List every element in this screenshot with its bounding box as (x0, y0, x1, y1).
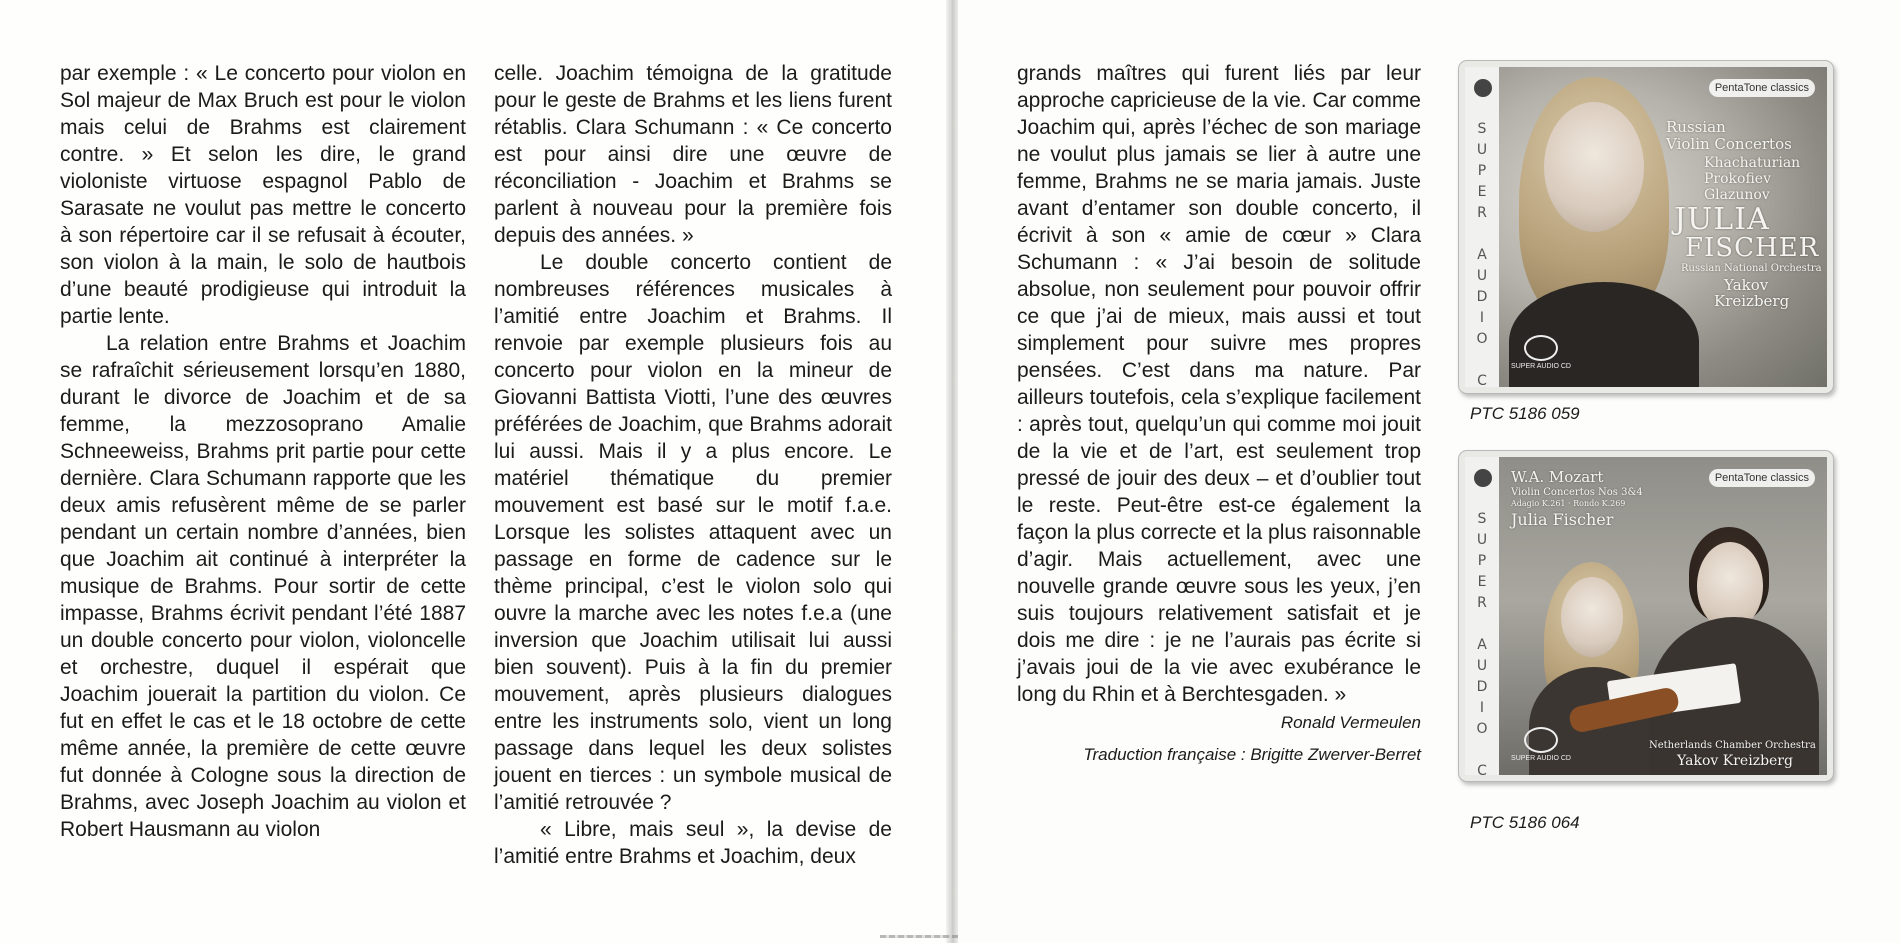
paragraph: celle. Joachim témoigna de la gratitude pour le geste de Brahms et les liens furent rétablis. Clara Schumann : « Ce concerto est pour ainsi dire une œuvre de réconciliation - Joachim et Brahms se parlent à nouveau pour la première fois depuis des années. » (494, 62, 892, 247)
translator-credit: Traduction française : Brigitte Zwerver-Berret (1083, 745, 1421, 764)
paragraph: La relation entre Brahms et Joachim se rafraîchit sérieusement lorsqu’en 1880, durant le divorce de Joachim et de sa femme, la mezzosoprano Amalie Schneeweiss, Brahms prit partie pour cette dernière. Clara Schumann rapporte que les deux amis refusèrent même de se parler pendant un certain nombre d’années, bien que Joachim ait continué à interpréter la musique de Brahms. Pour sortir de cette impasse, Brahms écrivit pendant l’été 1887 un double concerto pour violon, violoncelle et orchestre, duquel il espérait que Joachim jouerait la partition du violon. Ce fut en effet le cas et le 18 octobre de cette même année, la première de cette œuvre fut donnée à Cologne sous la direction de Brahms, avec Joseph Joachim au violon et Robert Hausmann au violon (60, 332, 466, 841)
composer-name: Glazunov (1704, 187, 1770, 203)
composer-name: W.A. Mozart (1511, 468, 1604, 486)
sacd-logo-text: SUPER AUDIO CD (1511, 755, 1571, 762)
cover-artwork (1499, 67, 1827, 387)
sacd-icon (1474, 469, 1492, 487)
conductor-last-name: Kreizberg (1714, 292, 1790, 310)
paragraph: Le double concerto contient de nombreuses références musicales à l’amitié entre Joachim et Brahms. Il renvoie par exemple plusieurs fois au concerto pour violon en la mineur de Giovanni Battista Viotti, l’une des œuvres préférées de Joachim, que Brahms adorait lui aussi. Mais il y a plus encore. Le matériel thématique du premier mouvement est basé sur le motif f.a.e. Lorsque les solistes attaquent avec un passage en forme de cadence sur le thème principal, c’est le violon solo qui ouvre la marche avec les notes f.e.a (une inversion que Joachim utilisait lui aussi bien souvent). Puis à la fin du premier mouvement, après plusieurs dialogues entre les instruments solo, vient un long passage dans lequel les deux solistes jouent en tierces : un symbole musical de l’amitié retrouvée ? (494, 251, 892, 814)
sacd-logo-text: SUPER AUDIO CD (1511, 363, 1571, 370)
paragraph: par exemple : « Le concerto pour violon en Sol majeur de Max Bruch est pour le violon mais celui de Brahms est clairement contre. » Et selon les dire, le grand violoniste virtuose espagnol Pablo de Sarasate ne voulut pas mettre le concerto à son répertoire car il se refusait à écouter, son violon à la main, le solo de hautbois d’une beauté prodigieuse qui introduit la partie lente. (60, 62, 466, 328)
text-column-1 (60, 60, 466, 843)
cover-artwork (1499, 457, 1827, 775)
catalog-number: PTC 5186 064 (1470, 813, 1580, 832)
pentatone-logo: PentaTone classics (1709, 469, 1815, 487)
sacd-icon (1474, 79, 1492, 97)
cover-title-line-1: Russian (1666, 118, 1726, 136)
spine-label: S U P E R A U D I O C (1476, 121, 1488, 389)
artist-name: Julia Fischer (1511, 510, 1614, 529)
composer-name: Prokofiev (1704, 171, 1771, 187)
composer-name: Khachaturian (1704, 155, 1801, 171)
orchestra-name: Russian National Orchestra (1681, 263, 1822, 274)
paragraph: grands maîtres qui furent liés par leur approche capricieuse de la vie. Car comme Joachim qui, après l’échec de son mariage ne voulut plus jamais se lier à autre une femme, Brahms ne se maria jamais. Juste avant d’entamer son double concerto, il écrivit à son « amie de cœur » Clara Schumann : « J’ai besoin de solitude absolue, non seulement pour pouvoir offrir ce que j’ai de mieux, mais aussi et tout simplement pour suivre mes propres pensées. C’est dans ma nature. Par ailleurs toutefois, cela s’explique facilement : après tout, quelqu’un qui comme moi jouit de la vie et de l’art, est seulement trop pressé de jouir des deux – et d’oublier tout le reste. Peut-être est-ce également la façon la plus correcte et la plus raisonnable d’agir. Mais actuellement, avec une nouvelle grande œuvre sous les yeux, j’en suis toujours relativement satisfait et je dois me dire : je ne l’aurais pas écrite si j’avais joui de la vie avec exubérance le long du Rhin et à Berchtesgaden. » (1017, 62, 1421, 706)
sacd-logo (1505, 335, 1577, 370)
text-column-3 (1017, 60, 1421, 768)
pentatone-logo: PentaTone classics (1709, 79, 1815, 97)
author-signature: Ronald Vermeulen (1280, 713, 1421, 732)
text-column-2 (494, 60, 892, 870)
orchestra-name: Netherlands Chamber Orchestra (1649, 740, 1816, 751)
conductor-name: Yakov Kreizberg (1677, 753, 1793, 769)
cover-title-line-2: Violin Concertos (1666, 135, 1792, 153)
spine-label: S U P E R A U D I O C (1476, 511, 1488, 779)
album-cover-mozart-violin-concertos (1458, 450, 1834, 782)
conductor-first-name: Yakov (1724, 276, 1769, 294)
artist-name-first: JULIA (1674, 202, 1770, 237)
cover-spine (1465, 67, 1500, 387)
paragraph: « Libre, mais seul », la devise de l’amitié entre Brahms et Joachim, deux (494, 818, 892, 868)
sacd-logo (1505, 727, 1577, 762)
portrait-face (1544, 102, 1644, 232)
portrait-face (1561, 577, 1623, 657)
cover-spine (1465, 457, 1500, 779)
cover-title: Violin Concertos Nos 3&4 (1511, 487, 1643, 498)
cover-subtitle: Adagio K.261 · Rondo K.269 (1511, 499, 1626, 508)
artist-name-last: FISCHER (1685, 233, 1820, 263)
catalog-number: PTC 5186 059 (1470, 404, 1580, 423)
album-cover-russian-violin-concertos (1458, 60, 1834, 394)
